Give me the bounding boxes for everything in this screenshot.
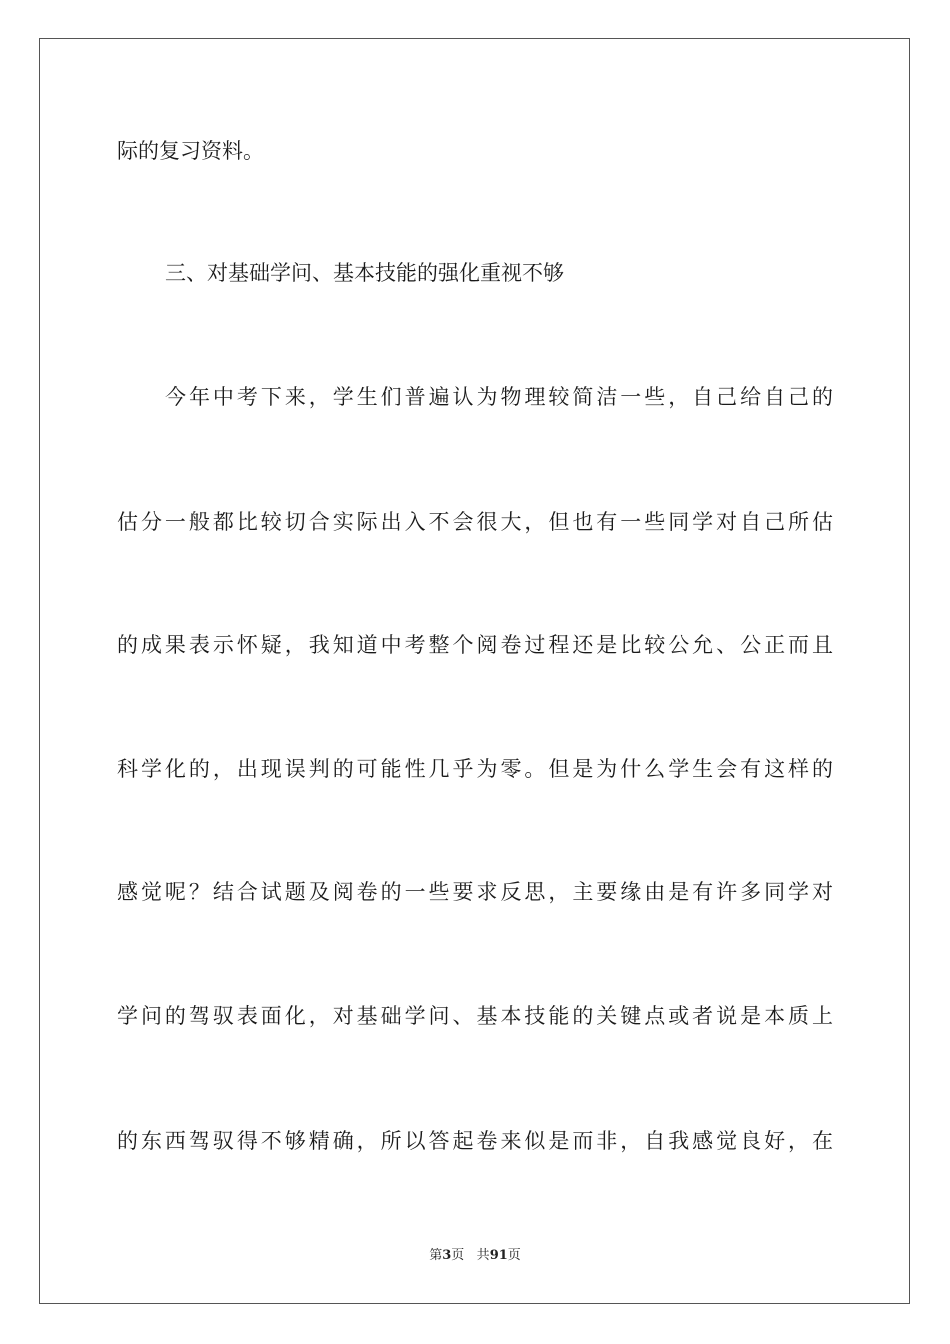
text-line-7: 感觉呢？结合试题及阅卷的一些要求反思，主要缘由是有许多同学对 xyxy=(117,880,833,904)
text-line-9: 的东西驾驭得不够精确，所以答起卷来似是而非，自我感觉良好，在 xyxy=(117,1129,833,1153)
page-suffix: 页 xyxy=(451,1248,465,1263)
total-pages: 91 xyxy=(489,1248,508,1263)
total-prefix: 共 xyxy=(476,1248,490,1263)
page-border xyxy=(39,38,910,1304)
page-footer xyxy=(0,1247,950,1265)
text-line-8: 学问的驾驭表面化，对基础学问、基本技能的关键点或者说是本质上 xyxy=(117,1004,833,1028)
total-suffix: 页 xyxy=(507,1248,521,1263)
page-number: 3 xyxy=(442,1248,452,1263)
text-line-4: 估分一般都比较切合实际出入不会很大，但也有一些同学对自己所估 xyxy=(117,510,833,534)
text-line-6: 科学化的，出现误判的可能性几乎为零。但是为什么学生会有这样的 xyxy=(117,757,833,781)
page-prefix: 第 xyxy=(429,1248,443,1263)
section-heading: 三、对基础学问、基本技能的强化重视不够 xyxy=(165,261,564,285)
text-line-3: 今年中考下来，学生们普遍认为物理较简洁一些，自己给自己的 xyxy=(165,385,833,409)
text-line-5: 的成果表示怀疑，我知道中考整个阅卷过程还是比较公允、公正而且 xyxy=(117,633,833,657)
text-line-1: 际的复习资料。 xyxy=(117,139,264,163)
